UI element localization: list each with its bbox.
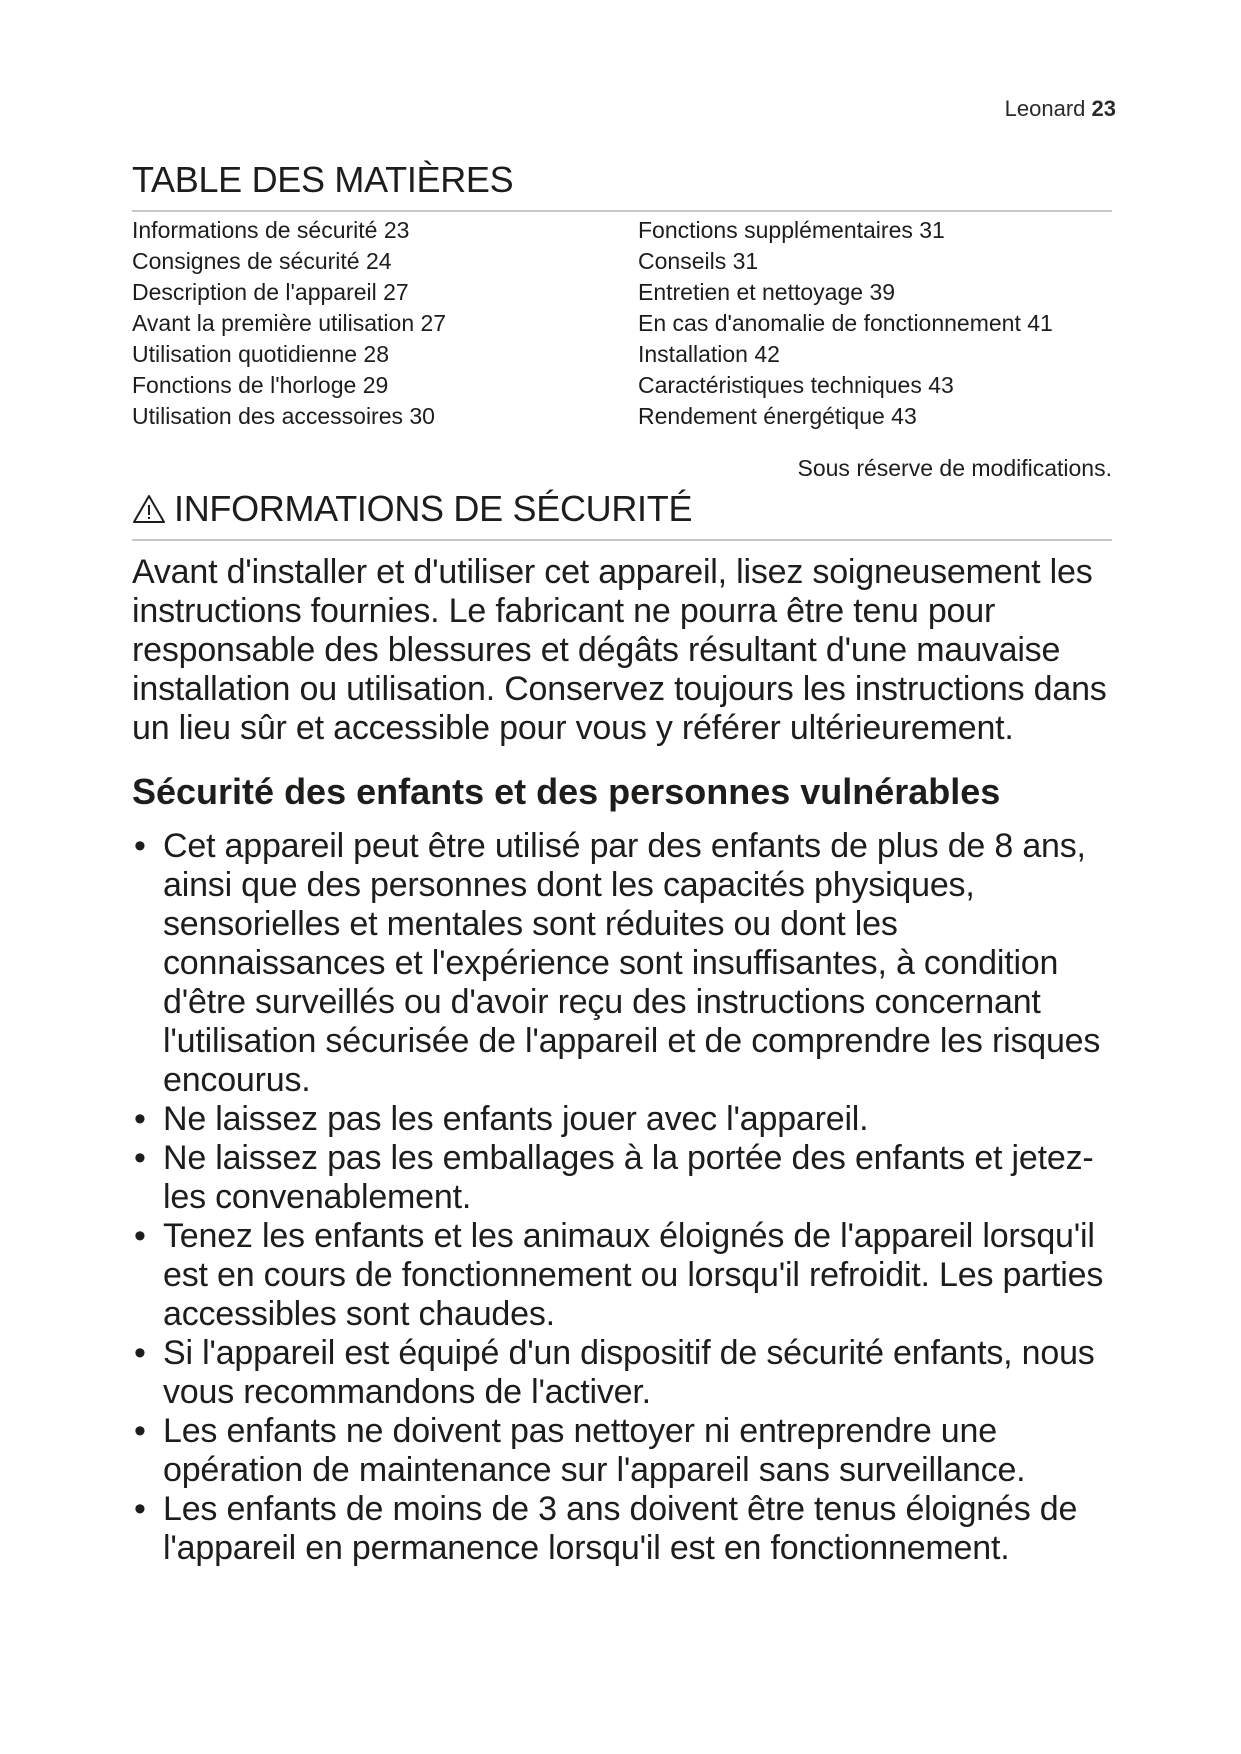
- toc-item[interactable]: Avant la première utilisation 27: [132, 310, 447, 336]
- safety-section-title: [132, 489, 1112, 529]
- safety-intro: Avant d'installer et d'utiliser cet appareil, lisez soigneusement les instructions fournies. Le fabricant ne pourra être tenu pour responsable des blessures et dégâts résultant d'une mauvaise installation ou utilisation. Conservez toujours les instructions dans un lieu sûr et accessible pour vous y référer ultérieurement.: [132, 553, 1107, 747]
- warning-icon: [132, 494, 166, 524]
- bullet-icon: •: [134, 1139, 146, 1177]
- modification-notice: Sous réserve de modifications.: [797, 455, 1112, 481]
- toc-item[interactable]: Fonctions de l'horloge 29: [132, 372, 389, 398]
- toc-item[interactable]: En cas d'anomalie de fonctionnement 41: [638, 310, 1053, 336]
- page-number: 23: [1091, 96, 1116, 121]
- toc-item[interactable]: Fonctions supplémentaires 31: [638, 217, 945, 243]
- page-header: [1005, 96, 1116, 122]
- toc-item[interactable]: Entretien et nettoyage 39: [638, 279, 896, 305]
- product-name: Leonard: [1004, 96, 1086, 121]
- child-safety-title: Sécurité des enfants et des personnes vulnérables: [132, 771, 1001, 812]
- list-item: [132, 827, 1112, 1100]
- toc-item[interactable]: Rendement énergétique 43: [638, 403, 917, 429]
- table-of-contents: [132, 215, 1112, 432]
- toc-item[interactable]: Installation 42: [638, 341, 780, 367]
- list-item: [132, 1217, 1112, 1334]
- list-item-text: Cet appareil peut être utilisé par des enfants de plus de 8 ans, ainsi que des personnes dont les capacités physiques, sensorielles et mentales sont réduites ou dont les connaissances et l'expérience sont insuffisantes, à condition d'être surveillés ou d'avoir reçu des instructions concernant l'utilisation sécurisée de l'appareil et de comprendre les risques encourus.: [163, 827, 1101, 1099]
- toc-divider: [132, 210, 1112, 212]
- child-safety-list: [132, 827, 1112, 1568]
- list-item-text: Si l'appareil est équipé d'un dispositif de sécurité enfants, nous vous recommandons de l'activer.: [163, 1334, 1095, 1411]
- bullet-icon: •: [134, 1217, 146, 1255]
- toc-item[interactable]: Description de l'appareil 27: [132, 279, 409, 305]
- bullet-icon: •: [134, 1412, 146, 1450]
- toc-column-left: [132, 215, 638, 432]
- list-item: [132, 1100, 1112, 1139]
- bullet-icon: •: [134, 827, 146, 865]
- toc-item[interactable]: Utilisation des accessoires 30: [132, 403, 435, 429]
- toc-column-right: [638, 215, 1112, 432]
- list-item-text: Les enfants ne doivent pas nettoyer ni entreprendre une opération de maintenance sur l'appareil sans surveillance.: [163, 1412, 1026, 1489]
- list-item: [132, 1334, 1112, 1412]
- toc-item[interactable]: Informations de sécurité 23: [132, 217, 410, 243]
- toc-title: TABLE DES MATIÈRES: [132, 159, 514, 200]
- toc-item[interactable]: Utilisation quotidienne 28: [132, 341, 390, 367]
- list-item-text: Ne laissez pas les emballages à la portée des enfants et jetez-les convenablement.: [163, 1139, 1094, 1216]
- safety-title-text: INFORMATIONS DE SÉCURITÉ: [174, 488, 693, 529]
- toc-item[interactable]: Consignes de sécurité 24: [132, 248, 392, 274]
- safety-divider: [132, 539, 1112, 541]
- toc-item[interactable]: Caractéristiques techniques 43: [638, 372, 954, 398]
- list-item-text: Tenez les enfants et les animaux éloignés de l'appareil lorsqu'il est en cours de fonctionnement ou lorsqu'il refroidit. Les parties accessibles sont chaudes.: [163, 1217, 1104, 1333]
- list-item-text: Les enfants de moins de 3 ans doivent être tenus éloignés de l'appareil en permanence lorsqu'il est en fonctionnement.: [163, 1490, 1078, 1567]
- list-item: [132, 1490, 1112, 1568]
- list-item: [132, 1412, 1112, 1490]
- bullet-icon: •: [134, 1334, 146, 1372]
- list-item-text: Ne laissez pas les enfants jouer avec l'appareil.: [163, 1100, 869, 1138]
- bullet-icon: •: [134, 1100, 146, 1138]
- page-content: [132, 160, 1112, 1568]
- bullet-icon: •: [134, 1490, 146, 1528]
- list-item: [132, 1139, 1112, 1217]
- toc-item[interactable]: Conseils 31: [638, 248, 759, 274]
